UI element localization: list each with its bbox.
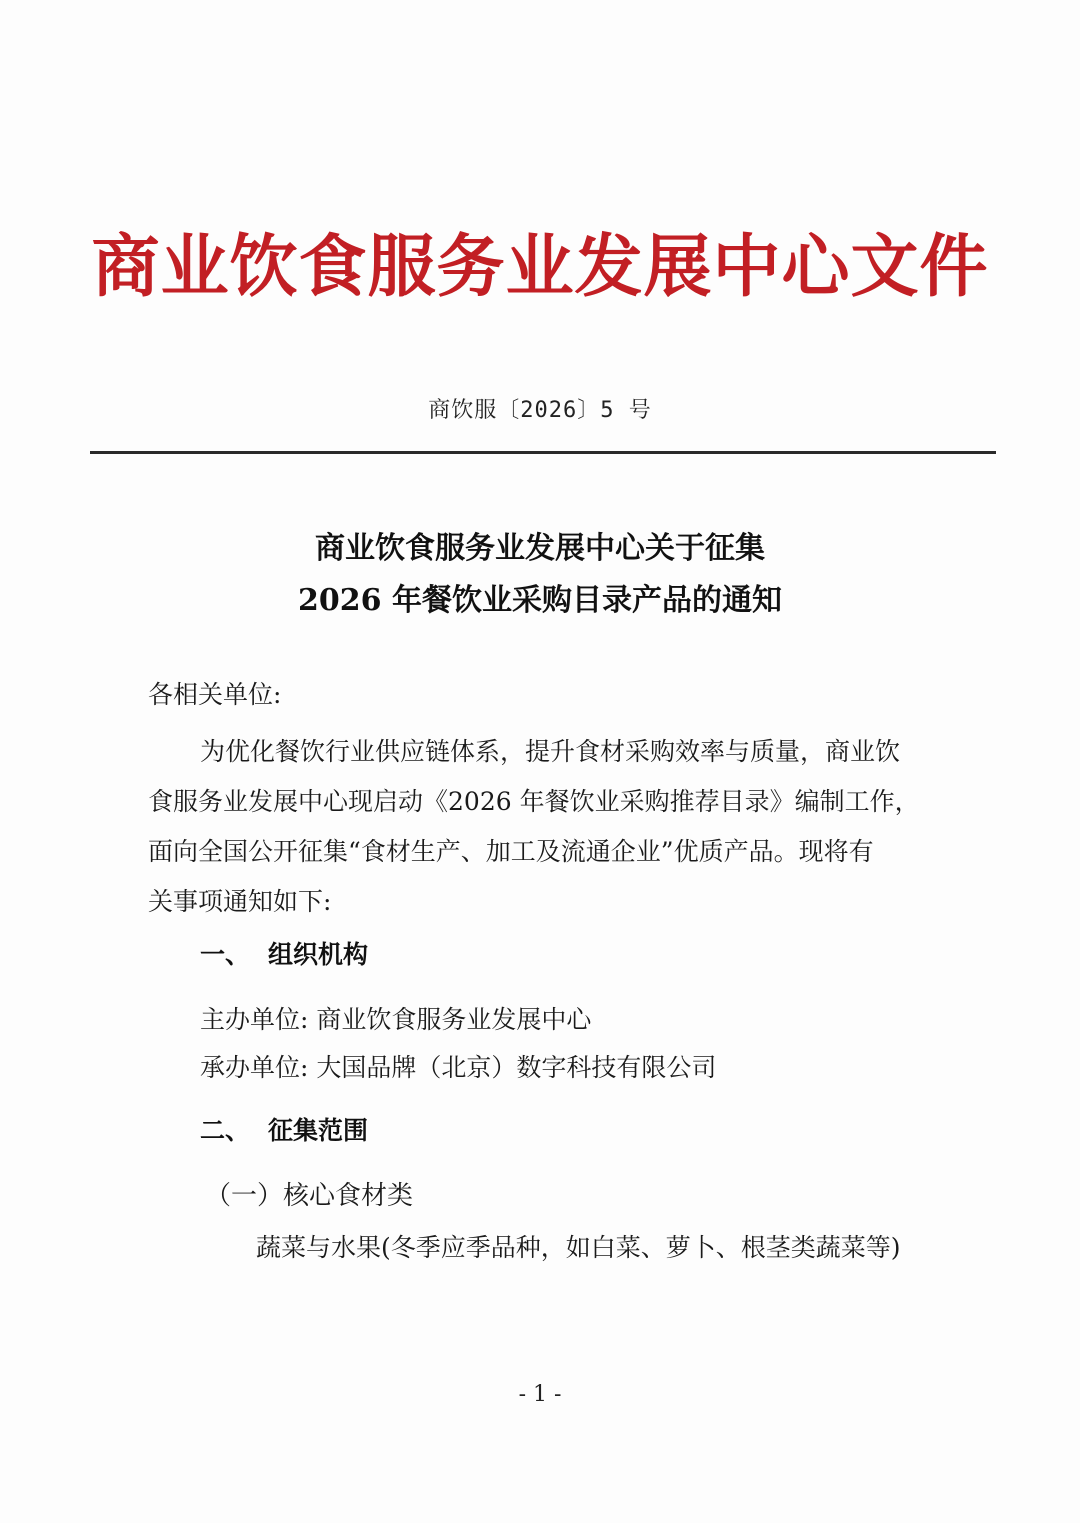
notice-title-line-1: 商业饮食服务业发展中心关于征集 (315, 531, 765, 566)
subsection-item-vegetables-fruits: 蔬菜与水果(冬季应季品种，如白菜、萝卜、根茎类蔬菜等) (256, 1233, 901, 1262)
notice-title-line-2: 2026 年餐饮业采购目录产品的通知 (298, 583, 782, 618)
header-divider (90, 451, 996, 454)
section-1-heading (200, 937, 368, 973)
section-2-title: 征集范围 (268, 1116, 369, 1145)
intro-paragraph (148, 727, 948, 927)
intro-line-2: 食服务业发展中心现启动《2026 年餐饮业采购推荐目录》编制工作， (148, 787, 920, 816)
section-1-number: 一、 (200, 940, 251, 969)
host-unit: 主办单位: 商业饮食服务业发展中心 (200, 1005, 592, 1034)
document-number: 商饮服〔2026〕5 号 (428, 398, 652, 423)
salutation: 各相关单位: (148, 680, 282, 709)
intro-line-4: 关事项通知如下: (148, 887, 332, 916)
red-header-title: 商业饮食服务业发展中心文件 (91, 227, 989, 307)
section-2-heading (200, 1113, 368, 1149)
intro-line-3: 面向全国公开征集“食材生产、加工及流通企业”优质产品。现将有 (148, 837, 874, 866)
intro-line-1: 为优化餐饮行业供应链体系，提升食材采购效率与质量，商业饮 (200, 737, 901, 766)
page-number: - 1 - (518, 1382, 562, 1407)
subsection-core-ingredients: （一）核心食材类 (205, 1181, 414, 1211)
section-1-title: 组织机构 (268, 940, 369, 969)
organizer-unit: 承办单位: 大国品牌（北京）数字科技有限公司 (200, 1053, 717, 1082)
section-2-number: 二、 (200, 1116, 251, 1145)
notice-title (0, 523, 1080, 627)
